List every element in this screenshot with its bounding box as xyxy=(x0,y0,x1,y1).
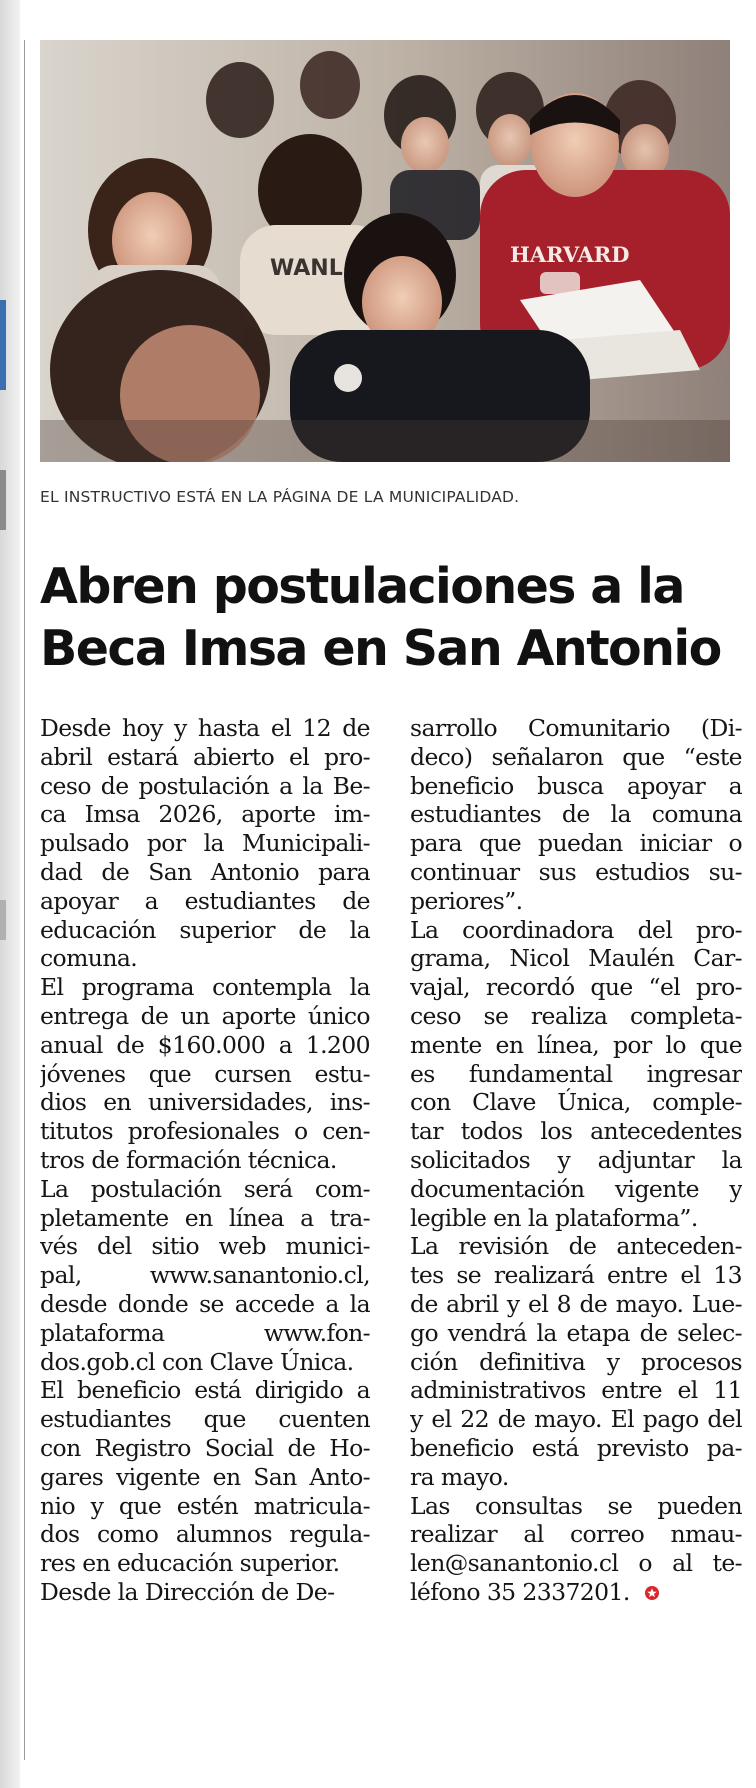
body-text-line: apoyar a estudiantes de xyxy=(40,886,370,915)
body-text-line: con Registro Social de Ho- xyxy=(40,1433,370,1462)
body-text-line: abril estará abierto el pro- xyxy=(40,742,370,771)
body-text-line: anual de $160.000 a 1.200 xyxy=(40,1030,370,1059)
body-text-line: dios en universidades, ins- xyxy=(40,1088,370,1117)
body-text-line: de abril y el 8 de mayo. Lue- xyxy=(410,1289,742,1318)
photo-caption: EL INSTRUCTIVO ESTÁ EN LA PÁGINA DE LA MUNICIPALIDAD. xyxy=(40,488,520,506)
body-text-line: es fundamental ingresar xyxy=(410,1059,742,1088)
body-text-line: tar todos los antecedentes xyxy=(410,1117,742,1146)
body-text-line: solicitados y adjuntar la xyxy=(410,1145,742,1174)
body-text-line: tes se realizará entre el 13 xyxy=(410,1261,742,1290)
body-text-line: léfono 35 2337201. xyxy=(410,1578,742,1607)
body-text-line: El beneficio está dirigido a xyxy=(40,1376,370,1405)
body-text-line: titutos profesionales o cen- xyxy=(40,1117,370,1146)
body-text-line: legible en la plataforma”. xyxy=(410,1203,698,1232)
body-text-line: nio y que estén matricula- xyxy=(40,1491,370,1520)
students-exam-illustration xyxy=(40,40,730,462)
body-text-line: desde donde se accede a la xyxy=(40,1289,370,1318)
body-text-line: plataforma www.fon- xyxy=(40,1318,370,1347)
body-text-line: y el 22 de mayo. El pago del xyxy=(410,1405,742,1434)
body-text-line: sarrollo Comunitario (Di- xyxy=(410,714,742,742)
body-text-line: pal, www.sanantonio.cl, xyxy=(40,1261,370,1290)
body-text-line: entrega de un aporte único xyxy=(40,1001,370,1030)
body-text-line: La postulación será com- xyxy=(40,1174,370,1203)
article-headline xyxy=(40,556,740,680)
body-text-line: estudiantes de la comuna xyxy=(410,800,742,829)
body-text-line: dos.gob.cl con Clave Única. xyxy=(40,1347,354,1376)
body-text-line: len@sanantonio.cl o al te- xyxy=(410,1549,742,1578)
body-text-line: Desde hoy y hasta el 12 de xyxy=(40,714,370,742)
body-text-line: go vendrá la etapa de selec- xyxy=(410,1318,742,1347)
body-text-line: realizar al correo nmau- xyxy=(410,1520,742,1549)
body-text-line: La coordinadora del pro- xyxy=(410,915,742,944)
body-text-line: Desde la Dirección de De- xyxy=(40,1577,335,1606)
body-text-line: tros de formación técnica. xyxy=(40,1145,337,1174)
body-text-line: gares vigente en San Anto- xyxy=(40,1462,370,1491)
article-photo xyxy=(40,40,730,462)
body-text-line: dos como alumnos regula- xyxy=(40,1520,370,1549)
body-text-line: ra mayo. xyxy=(410,1462,509,1491)
body-text-line: El programa contempla la xyxy=(40,973,370,1002)
body-text-line: grama, Nicol Maulén Car- xyxy=(410,944,742,973)
article-body-right-column xyxy=(410,714,742,1607)
body-text-line: res en educación superior. xyxy=(40,1549,340,1578)
body-text-line: continuar sus estudios su- xyxy=(410,857,742,886)
body-text-line: periores”. xyxy=(410,886,523,915)
headline-line-1: Abren postulaciones a la xyxy=(40,558,684,615)
body-text-line: beneficio busca apoyar a xyxy=(410,771,742,800)
column-rule xyxy=(24,40,25,1760)
body-text-line: ceso de postulación a la Be- xyxy=(40,771,370,800)
body-text-line: administrativos entre el 11 xyxy=(410,1376,742,1405)
body-text-line: pletamente en línea a tra- xyxy=(40,1203,370,1232)
body-text-line: Las consultas se pueden xyxy=(410,1491,742,1520)
shirt-print-text: WANL xyxy=(270,256,343,281)
body-text-line: pulsado por la Municipali- xyxy=(40,829,370,858)
body-text-line: estudiantes que cuenten xyxy=(40,1405,370,1434)
body-text-line: jóvenes que cursen estu- xyxy=(40,1059,370,1088)
body-text-line: ceso se realiza completa- xyxy=(410,1001,742,1030)
adjacent-page-edge xyxy=(0,0,20,1788)
body-text-line: beneficio está previsto pa- xyxy=(410,1433,742,1462)
body-text-line: La revisión de anteceden- xyxy=(410,1232,742,1261)
body-text-line: mente en línea, por lo que xyxy=(410,1030,742,1059)
sweatshirt-print-text: HARVARD xyxy=(510,242,630,267)
body-text-line: ca Imsa 2026, aporte im- xyxy=(40,800,370,829)
body-text-line: para que puedan iniciar o xyxy=(410,829,742,858)
body-text-line: dad de San Antonio para xyxy=(40,857,370,886)
headline-line-2: Beca Imsa en San Antonio xyxy=(40,620,721,677)
body-text-line: ción definitiva y procesos xyxy=(410,1347,742,1376)
body-text-line: vajal, recordó que “el pro- xyxy=(410,973,742,1002)
article-body-left-column xyxy=(40,714,370,1607)
body-text-line: educación superior de la xyxy=(40,915,370,944)
body-text-line: deco) señalaron que “este xyxy=(410,742,742,771)
red-circle-star-icon xyxy=(644,1585,660,1601)
body-text-line: documentación vigente y xyxy=(410,1174,742,1203)
body-text-line: con Clave Única, comple- xyxy=(410,1088,742,1117)
body-text-line: vés del sitio web munici- xyxy=(40,1232,370,1261)
body-text-line: comuna. xyxy=(40,944,138,973)
